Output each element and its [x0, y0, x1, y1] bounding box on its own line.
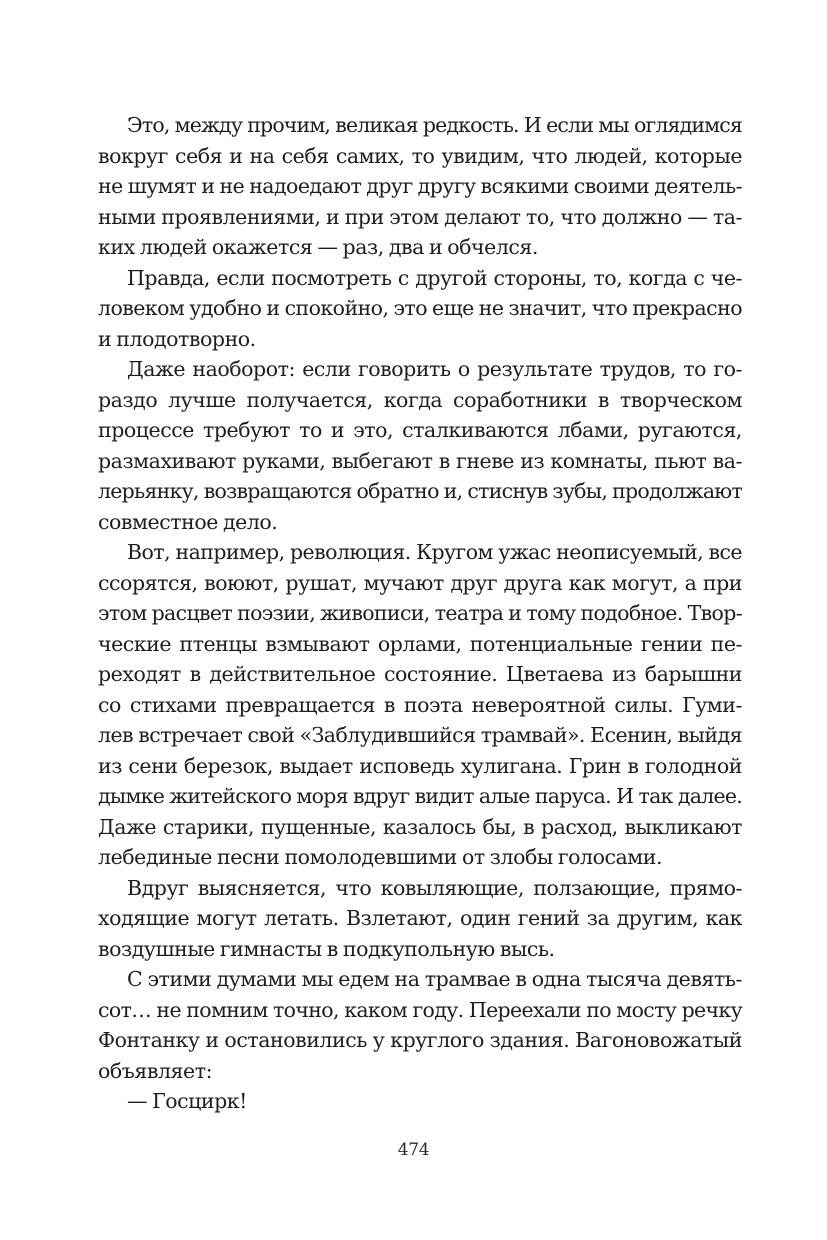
text-line: Вот, например, революция. Кругом ужас неописуемый, все	[127, 540, 742, 564]
text-line: сот… не помним точно, каком году. Переехали по мосту речку	[98, 997, 742, 1022]
text-line: объявляет:	[98, 1058, 213, 1083]
text-line: реходят в действительное состояние. Цветаева из барышни	[98, 662, 742, 686]
text-line: вокруг себя и на себя самих, то увидим, что людей, которые	[98, 143, 742, 168]
text-line: не шумят и не надоедают друг другу всякими своими деятель-	[98, 174, 742, 198]
page-number: 474	[397, 1140, 430, 1160]
text-line: из сени березок, выдает исповедь хулигана. Грин в голодной	[98, 753, 742, 778]
text-line: ких людей окажется — раз, два и обчелся.	[98, 235, 538, 259]
text-line: лебединые песни помолодевшими от злобы голосами.	[98, 845, 663, 869]
body-text	[98, 110, 742, 1117]
text-line: ссорятся, воюют, рушат, мучают друг друга как могут, а при	[98, 570, 742, 595]
text-line: этом расцвет поэзии, живописи, театра и тому подобное. Твор-	[98, 601, 742, 625]
text-line: и плодотворно.	[98, 326, 256, 351]
text-line: лерьянку, возвращаются обратно и, стиснув зубы, продолжают	[98, 479, 742, 503]
text-line: ными проявлениями, и при этом делают то, что должно — та-	[98, 204, 742, 229]
text-line: Это, между прочим, великая редкость. И если мы оглядимся	[127, 113, 742, 137]
text-line: Даже старики, пущенные, казалось бы, в расход, выкликают	[98, 814, 742, 839]
text-line: ческие птенцы взмывают орлами, потенциальные гении пе-	[98, 631, 742, 656]
text-line: Даже наоборот: если говорить о результате трудов, то го-	[127, 357, 742, 381]
text-line: — Госцирк!	[127, 1089, 247, 1113]
text-line: Правда, если посмотреть с другой стороны, то, когда с че-	[127, 265, 742, 290]
text-line: ходящие могут летать. Взлетают, один гений за другим, как	[98, 906, 742, 930]
text-line: воздушные гимнасты в подкупольную высь.	[98, 936, 555, 961]
text-line: ловеком удобно и спокойно, это еще не значит, что прекрасно	[98, 296, 742, 320]
text-line: лев встречает свой «Заблудившийся трамвай». Есенин, выйдя	[98, 723, 742, 747]
text-line: дымке житейского моря вдруг видит алые паруса. И так далее.	[98, 784, 742, 808]
text-line: раздо лучше получается, когда соработники в творческом	[98, 387, 742, 412]
text-line: размахивают руками, выбегают в гневе из комнаты, пьют ва-	[98, 448, 742, 473]
text-line: Фонтанку и остановились у круглого здания. Вагоновожатый	[98, 1028, 742, 1052]
text-line: со стихами превращается в поэта невероятной силы. Гуми-	[98, 692, 742, 717]
text-line: С этими думами мы едем на трамвае в одна тысяча девять-	[127, 967, 742, 991]
text-line: Вдруг выясняется, что ковыляющие, ползающие, прямо-	[127, 875, 742, 900]
text-line: совместное дело.	[98, 509, 278, 534]
text-line: процессе требуют то и это, сталкиваются лбами, ругаются,	[98, 418, 742, 442]
